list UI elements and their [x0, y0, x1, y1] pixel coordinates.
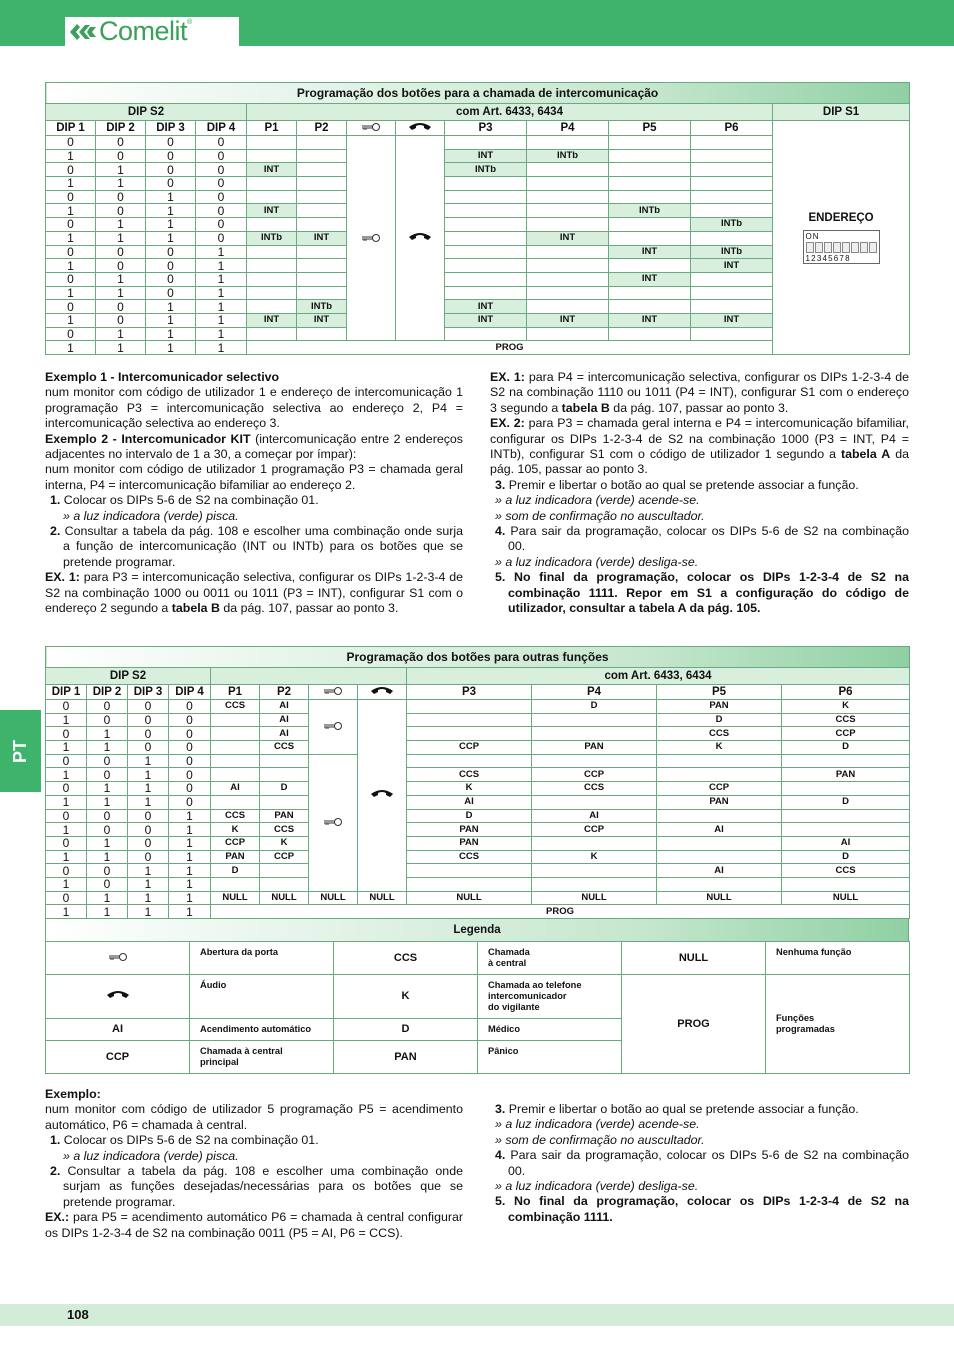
- col-header: DIP 3: [146, 121, 196, 136]
- table-row: 0 1 1 0 AI D K CCS CCP: [46, 782, 910, 796]
- table-row: 1 1 1 0 INTb INT INT: [46, 231, 910, 245]
- table-row: 1 1 1 0 AI PAN D: [46, 795, 910, 809]
- table-row: 1 0 0 1 INT: [46, 259, 910, 273]
- address-label: ENDEREÇO: [808, 211, 874, 224]
- col-header: P6: [782, 685, 910, 700]
- table-row: 0 0 0 1 CCS PAN D AI: [46, 809, 910, 823]
- col-header-key: [347, 121, 396, 136]
- footer-bar: [0, 1304, 954, 1326]
- table-row: 0 1 0 0 AI CCS CCP: [46, 727, 910, 741]
- table-row: 1 1 0 1: [46, 286, 910, 300]
- table-row: 0 0 0 1 INT INTb: [46, 245, 910, 259]
- brand-name: Comelit: [99, 16, 188, 46]
- brand-logo: Comelit ®: [65, 17, 239, 46]
- table-row: 1 1 1 1 PROG: [46, 905, 910, 919]
- table-row: 1 0 1 1 INT INT INT INT INT INT: [46, 313, 910, 327]
- key-icon: [323, 721, 343, 733]
- table-row: 0 1 0 0 INT INTb: [46, 163, 910, 177]
- page-number: 108: [67, 1307, 89, 1322]
- table-row: 0 1 1 0 INTb: [46, 218, 910, 232]
- table-row: 1 1 0 0: [46, 177, 910, 191]
- table-row: 1 0 0 0 AI D CCS: [46, 713, 910, 727]
- table-row: 0 1 0 1 INT: [46, 272, 910, 286]
- col-header: P1: [247, 121, 297, 136]
- col-header: P4: [527, 121, 609, 136]
- group-article: com Art. 6433, 6434: [407, 668, 910, 685]
- key-icon: [323, 686, 343, 698]
- col-header: P2: [297, 121, 347, 136]
- key-icon: [323, 817, 343, 829]
- language-tab: PT: [0, 710, 41, 792]
- key-icon: [361, 233, 381, 245]
- key-icon: [108, 952, 128, 965]
- col-header: DIP 1: [46, 121, 96, 136]
- handset-icon: [407, 231, 433, 245]
- col-header: P3: [445, 121, 527, 136]
- col-header: P4: [532, 685, 657, 700]
- legend-table: Abertura da porta CCS Chamada à central NULL Nenhuma função Áudio K Chamada ao telefone intercomunicador do vigilante PROG Funções programadas AI Acendimento automático D Médico CCP Chamada à central principal PAN Pânico: [45, 941, 910, 1074]
- col-header: P3: [407, 685, 532, 700]
- table-row: 1 0 0 0 INT INTb: [46, 149, 910, 163]
- table-row: 1 0 0 1 K CCS PAN CCP AI: [46, 823, 910, 837]
- col-header: DIP 4: [169, 685, 211, 700]
- legend-key-icon: [46, 942, 190, 975]
- instructions-2-left: Exemplo: num monitor com código de utilizador 5 programação P5 = acendimento automático, P6 = chamada à central. 1. Colocar os DIPs 5-6 de S2 na combinação 01. » a luz indicadora (verde) pisca. 2. Consultar a tabela da pág. 108 e escolher uma combinação onde surjam as funções desejadas/necessárias para os botões que se pretende programar. EX.: para P5 = acendimento automático P6 = chamada à central configurar os DIPs 1-2-3-4 de S2 na combinação 0011 (P5 = AI, P6 = CCS).: [45, 1087, 463, 1240]
- table-row: 0 0 0 0 CCS AI D PAN K: [46, 700, 910, 714]
- col-header: P6: [691, 121, 773, 136]
- legend-title: Legenda: [45, 918, 909, 942]
- group-dip-s1: DIP S1: [773, 104, 910, 121]
- table-row: 1 0 1 0 INT INTb: [46, 204, 910, 218]
- table-row: 0 1 1 1: [46, 327, 910, 341]
- handset-icon: [407, 121, 433, 135]
- handset-icon: [369, 788, 395, 802]
- group-dip-s2: DIP S2: [46, 104, 247, 121]
- table-row: 1 1 1 1 PROG: [46, 341, 910, 355]
- instructions-1-right: EX. 1: para P4 = intercomunicação selectiva, configurar os DIPs 1-2-3-4 de S2 na combinação 1110 ou 1011 (P4 = INT), configurar S1 com o endereço 3 segundo a tabela B da pág. 107, passar ao ponto 3. EX. 2: para P3 = chamada geral interna e P4 = intercomunicação bifamiliar, configurar os DIPs 1-2-3-4 de S2 na combinação 1000 (P3 = INT, P4 = INTb), configurar S1 com o código de utilizador 1 segundo a tabela A da pág. 105, passar ao ponto 3. 3. Premir e libertar o botão ao qual se pretende associar a função. » a luz indicadora (verde) acende-se. » som de confirmação no auscultador. 4. Para sair da programação, colocar os DIPs 5-6 de S2 na combinação 00. » a luz indicadora (verde) desliga-se. 5. No final da programação, colocar os DIPs 1-2-3-4 de S2 na combinação 1111. Repor em S1 a configuração do código de utilizador, consultar a tabela A da pág. 105.: [490, 370, 910, 616]
- table-title: Programação dos botões para a chamada de intercomunicação: [46, 83, 910, 104]
- other-functions-table: [45, 646, 910, 919]
- group-dip-s2: DIP S2: [46, 668, 211, 685]
- table-row: 0 0 1 0: [46, 190, 910, 204]
- table-row: 1 0 1 1: [46, 877, 910, 891]
- legend-handset-icon: [46, 975, 190, 1019]
- col-header-handset: [358, 685, 407, 700]
- table-row: 1 0 1 0 CCS CCP PAN: [46, 768, 910, 782]
- instructions-1-left: Exemplo 1 - Intercomunicador selectivo num monitor com código de utilizador 1 e endereço de intercomunicação 1 programação P3 = intercomunicação selectiva ao endereço 2, P4 = intercomunicação selectiva ao endereço 3. Exemplo 2 - Intercomunicador KIT (intercomunicação entre 2 endereços adjacentes no intervalo de 1 a 30, a começar por ímpar): num monitor com código de utilizador 1 programação P3 = chamada geral interna, P4 = intercomunicação bifamiliar ao endereço 2. 1. Colocar os DIPs 5-6 de S2 na combinação 01. » a luz indicadora (verde) pisca. 2. Consultar a tabela da pág. 108 e escolher uma combinação onde surja a função de intercomunicação (INT ou INTb) para os botões que se pretende programar. EX. 1: para P3 = intercomunicação selectiva, configurar os DIPs 1-2-3-4 de S2 na combinação 1000 ou 0011 ou 1011 (P3 = INT), configurar S1 com o endereço 2 segundo a tabela B da pág. 107, passar ao ponto 3.: [45, 370, 464, 616]
- col-header: DIP 4: [196, 121, 247, 136]
- table-row: 1 1 0 0 CCS CCP PAN K D: [46, 741, 910, 755]
- handset-icon: [369, 685, 395, 699]
- table-row: 0 0 1 0: [46, 754, 910, 768]
- table-row: 1 1 0 1 PAN CCP CCS K D: [46, 850, 910, 864]
- table-row: 0 0 1 1 D AI CCS: [46, 864, 910, 878]
- dip-s1-cell: [773, 121, 910, 355]
- col-header: P5: [657, 685, 782, 700]
- table-row: 0 0 1 1 INTb INT: [46, 300, 910, 314]
- col-header: P1: [211, 685, 260, 700]
- intercom-programming-table: [45, 82, 910, 355]
- col-header: DIP 2: [96, 121, 146, 136]
- col-header: DIP 3: [128, 685, 169, 700]
- group-article: com Art. 6433, 6434: [247, 104, 773, 121]
- col-header: P2: [260, 685, 309, 700]
- logo-mark-icon: [68, 21, 98, 43]
- header-bar: [0, 0, 954, 46]
- dip-switch-icon: ON 12345678: [803, 230, 880, 264]
- table-row: 0 0 0 0: [46, 136, 910, 150]
- col-header-key: [309, 685, 358, 700]
- table-title: Programação dos botões para outras funções: [46, 647, 910, 668]
- col-header: DIP 1: [46, 685, 87, 700]
- instructions-2-right: 3. Premir e libertar o botão ao qual se pretende associar a função. » a luz indicadora (verde) acende-se. » som de confirmação no auscultador. 4. Para sair da programação, colocar os DIPs 5-6 de S2 na combinação 00. » a luz indicadora (verde) desliga-se. 5. No final da programação, colocar os DIPs 1-2-3-4 de S2 na combinação 1111.: [495, 1102, 909, 1224]
- col-header-handset: [396, 121, 445, 136]
- col-header: DIP 2: [87, 685, 128, 700]
- handset-icon: [105, 989, 131, 1004]
- col-header: P5: [609, 121, 691, 136]
- table-row: 0 1 1 1 NULL NULL NULL NULL NULL NULL NULL NULL: [46, 891, 910, 905]
- table-row: 0 1 0 1 CCP K PAN AI: [46, 836, 910, 850]
- key-icon: [361, 122, 381, 134]
